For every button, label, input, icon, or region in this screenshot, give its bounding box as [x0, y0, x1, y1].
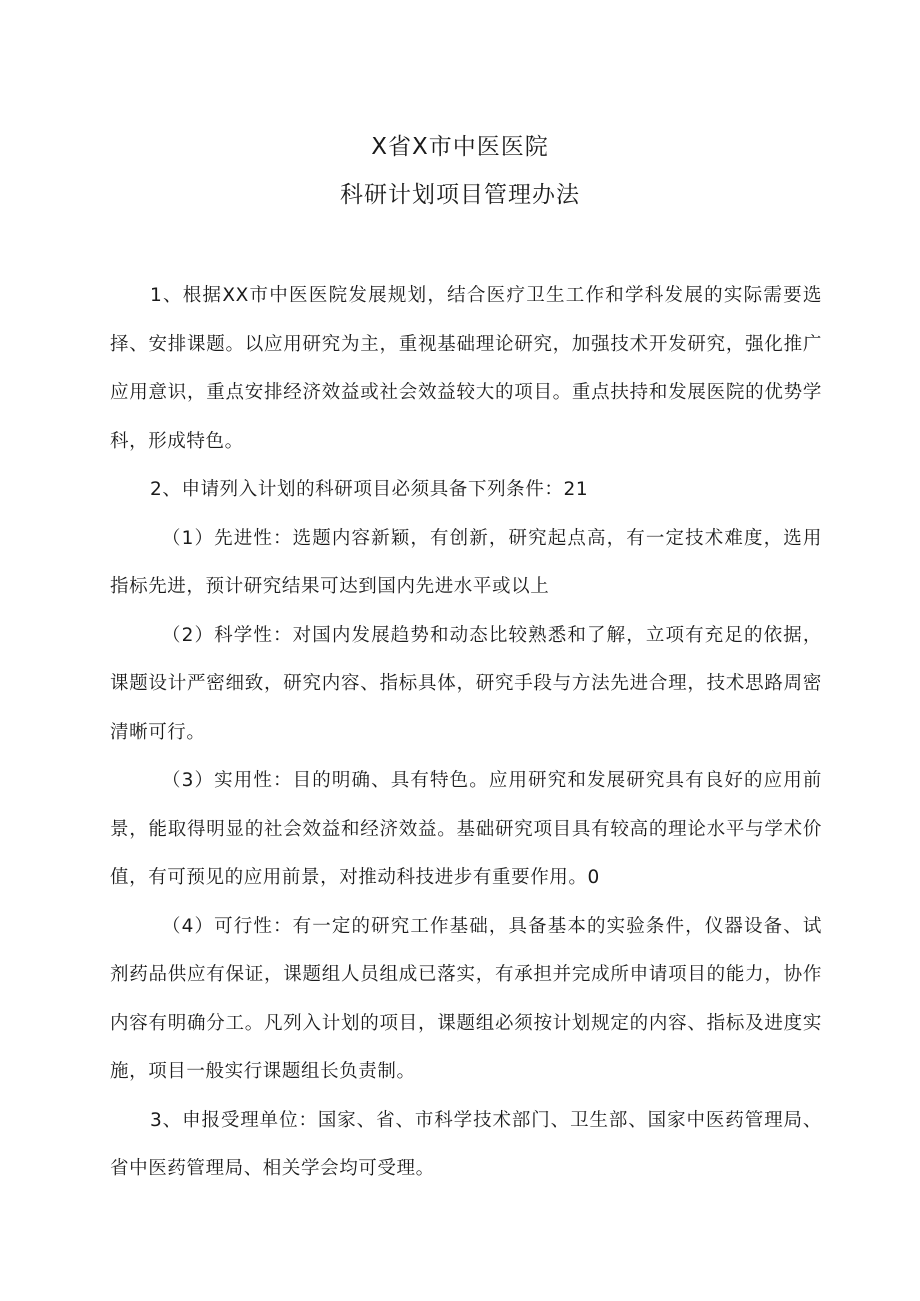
- paragraph-3: 3、申报受理单位：国家、省、市科学技术部门、卫生部、国家中医药管理局、省中医药管理局、相关学会均可受理。: [110, 1109, 822, 1179]
- document-title-line-1: X省X市中医医院: [371, 134, 549, 160]
- document-title-line-2: 科研计划项目管理办法: [340, 182, 580, 208]
- paragraph-2: 2、申请列入计划的科研项目必须具备下列条件：21: [150, 479, 589, 500]
- paragraph-2-item-1: （1）先进性：选题内容新颖，有创新，研究起点高，有一定技术难度，选用指标先进，预计研究结果可达到国内先进水平或以上: [110, 527, 822, 597]
- document-body: [110, 272, 822, 1194]
- paragraph-1: 1、根据XX市中医医院发展规划，结合医疗卫生工作和学科发展的实际需要选择、安排课题。以应用研究为主，重视基础理论研究，加强技术开发研究，强化推广应用意识，重点安排经济效益或社会效益较大的项目。重点扶持和发展医院的优势学科，形成特色。: [110, 285, 822, 452]
- paragraph-2-item-3: （3）实用性：目的明确、具有特色。应用研究和发展研究具有良好的应用前景，能取得明显的社会效益和经济效益。基础研究项目具有较高的理论水平与学术价值，有可预见的应用前景，对推动科技进步有重要作用。0: [110, 770, 822, 888]
- paragraph-2-item-2: （2）科学性：对国内发展趋势和动态比较熟悉和了解，立项有充足的依据，课题设计严密细致，研究内容、指标具体，研究手段与方法先进合理，技术思路周密清晰可行。: [110, 624, 822, 743]
- paragraph-2-item-4: （4）可行性：有一定的研究工作基础，具备基本的实验条件，仪器设备、试剂药品供应有保证，课题组人员组成已落实，有承担并完成所申请项目的能力，协作内容有明确分工。凡列入计划的项目，课题组必须按计划规定的内容、指标及进度实施，项目一般实行课题组长负责制。: [110, 915, 822, 1082]
